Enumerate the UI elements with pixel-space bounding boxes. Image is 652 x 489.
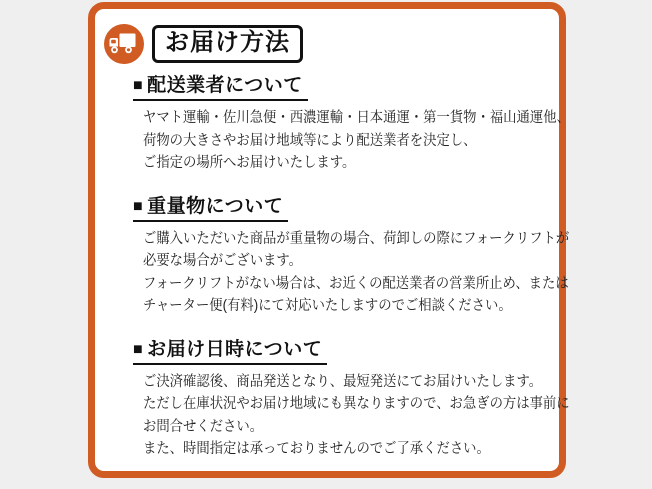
text-line: ただし在庫状況やお届け地域にも異なりますので、お急ぎの方は事前に: [143, 396, 570, 412]
section-delivery-datetime: [133, 334, 570, 461]
text-line: お問合せください。: [143, 418, 264, 435]
section-carriers: [133, 70, 570, 175]
section-heavy-items-heading: [133, 191, 288, 222]
text-line: ヤマト運輸・佐川急便・西濃運輸・日本通運・第一貨物・福山通運他、: [143, 110, 570, 126]
square-bullet-icon: ■: [133, 340, 144, 358]
delivery-info-panel: [88, 2, 570, 478]
section-heavy-items: [133, 191, 570, 318]
text-line: ご指定の場所へお届けいたします。: [143, 155, 356, 171]
sections-container: [133, 70, 570, 461]
section-carriers-heading: [133, 70, 308, 101]
section-carriers-body: [143, 107, 570, 175]
section-delivery-datetime-heading: [133, 334, 327, 365]
text-line: 必要な場合がございます。: [143, 253, 303, 269]
text-line: 荷物の大きさやお届け地域等により配送業者を決定し、: [143, 132, 477, 149]
section-delivery-datetime-body: [143, 371, 570, 461]
text-line: フォークリフトがない場合は、お近くの配送業者の営業所止め、または: [143, 275, 569, 292]
square-bullet-icon: ■: [133, 77, 144, 94]
section-heading-text: お届け日時について: [147, 338, 323, 360]
section-heading-text: 重量物について: [147, 195, 284, 217]
square-bullet-icon: ■: [133, 197, 144, 215]
text-line: また、時間指定は承っておりませんのでご了承ください。: [143, 441, 490, 457]
section-heading-text: 配送業者について: [147, 75, 303, 96]
text-line: ご購入いただいた商品が重量物の場合、荷卸しの際にフォークリフトが: [143, 230, 570, 247]
text-line: チャーター便(有料)にて対応いたしますのでご相談ください。: [143, 298, 512, 314]
truck-icon: [104, 24, 144, 64]
section-heavy-items-body: [143, 228, 570, 318]
panel-header: [104, 24, 559, 64]
page-title: お届け方法: [152, 25, 303, 63]
text-line: ご決済確認後、商品発送となり、最短発送にてお届けいたします。: [143, 373, 543, 390]
